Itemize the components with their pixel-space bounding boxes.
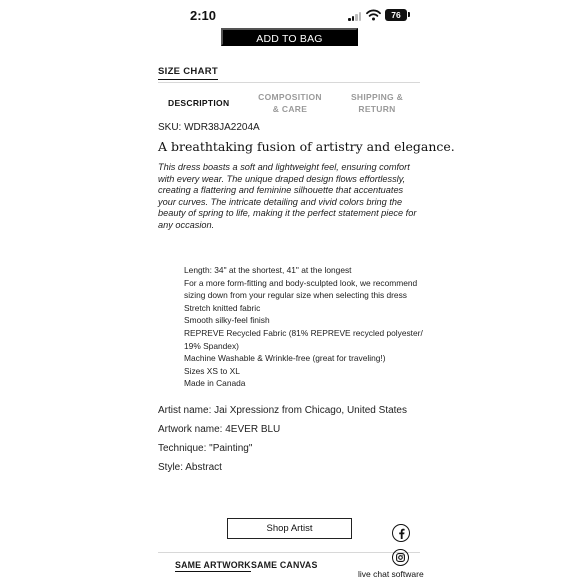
size-chart-link[interactable]: SIZE CHART (158, 66, 218, 80)
product-intro: This dress boasts a soft and lightweight feel, ensuring comfort with every wear. The unique draped design flows effortlessly, creating a flattering and feminine silhouette that accentuates your curves. The intricate detailing and vivid colors bring the beauty of spring to life, making it the perfect statement piece for any occasion. (158, 162, 417, 230)
feature-item: Sizes XS to XL (184, 365, 240, 376)
tab-composition-care[interactable] (252, 91, 328, 115)
style: Style: Abstract (158, 462, 222, 473)
signal-icon (348, 11, 362, 21)
feature-item: Smooth silky-feel finish (184, 315, 270, 326)
feature-item: Made in Canada (184, 378, 246, 389)
tab-composition-care-line1: COMPOSITION (258, 92, 322, 102)
feature-item: REPREVE Recycled Fabric (81% REPREVE recycled polyester/ 19% Spandex) (184, 327, 423, 351)
feature-item: Machine Washable & Wrinkle-free (great for traveling!) (184, 353, 386, 364)
tab-shipping-return[interactable] (342, 91, 412, 115)
tab-shipping-return-line2: RETURN (358, 104, 396, 114)
technique: Technique: "Painting" (158, 443, 253, 454)
add-to-bag-button[interactable]: ADD TO BAG (221, 28, 358, 46)
sku: SKU: WDR38JA2204A (158, 122, 260, 133)
same-artwork-link[interactable]: SAME ARTWORK (175, 560, 251, 570)
tab-composition-care-line2: & CARE (272, 104, 308, 114)
battery-tip (408, 12, 410, 17)
same-canvas-link[interactable]: SAME CANVAS (251, 560, 318, 570)
live-chat-link[interactable]: live chat software (358, 569, 424, 579)
status-time: 2:10 (190, 8, 217, 23)
product-headline: A breathtaking fusion of artistry and elegance. (158, 139, 455, 154)
feature-item: Stretch knitted fabric (184, 302, 261, 313)
status-bar (0, 0, 580, 28)
shop-artist-button[interactable]: Shop Artist (227, 518, 352, 539)
wifi-icon (366, 9, 381, 21)
divider (158, 552, 420, 553)
facebook-icon[interactable] (392, 524, 410, 542)
divider (158, 82, 420, 83)
feature-list (184, 264, 424, 390)
tab-shipping-return-line1: SHIPPING & (350, 92, 404, 102)
tab-description[interactable]: DESCRIPTION (168, 98, 230, 108)
artwork-name: Artwork name: 4EVER BLU (158, 424, 281, 435)
instagram-icon[interactable] (392, 549, 409, 566)
battery-icon: 76 (385, 9, 407, 21)
feature-item: Length: 34" at the shortest, 41" at the longest (184, 265, 352, 275)
artist-name: Artist name: Jai Xpressionz from Chicago, United States (158, 405, 407, 416)
feature-item: For a more form-fitting and body-sculpted look, we recommend sizing down from your regular size when selecting this dress (184, 277, 418, 301)
